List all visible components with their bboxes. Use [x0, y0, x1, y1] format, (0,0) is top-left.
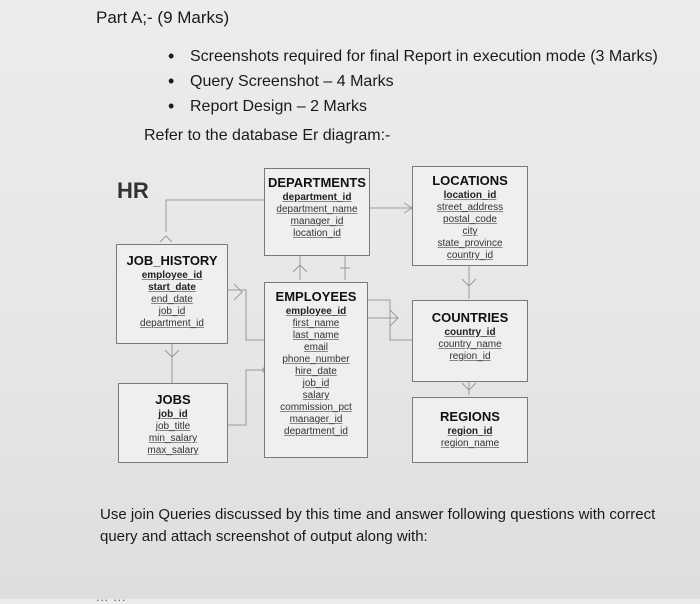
entity-jobs [118, 383, 228, 463]
page-heading: Part A;- (9 Marks) [96, 8, 230, 27]
entity-attribute: end_date [151, 294, 193, 305]
entity-attribute: location_id [443, 190, 497, 201]
entity-attribute: manager_id [290, 216, 344, 227]
entity-departments [264, 168, 370, 256]
entity-attribute: salary [302, 390, 330, 401]
entity-attribute: first_name [292, 318, 340, 329]
entity-title: LOCATIONS [432, 173, 508, 188]
entity-attribute: postal_code [443, 214, 497, 225]
entity-attribute: region_id [447, 426, 493, 437]
entity-attribute: country_id [444, 327, 496, 338]
entity-title: DEPARTMENTS [268, 175, 366, 190]
crows-foot-icon [234, 284, 242, 300]
list-item: • Screenshots required for final Report in execution mode (3 Marks) [168, 44, 658, 69]
cutoff-text: ... ... [96, 590, 127, 604]
entity-attribute: email [304, 342, 328, 353]
entity-attribute: job_id [302, 378, 330, 389]
entity-attribute: employee_id [141, 270, 203, 281]
entity-title: REGIONS [440, 409, 500, 424]
entity-attribute: job_id [158, 409, 188, 420]
connector-line [368, 300, 412, 340]
entity-attribute: region_name [440, 438, 500, 449]
entity-attribute: manager_id [289, 414, 343, 425]
entity-countries [412, 300, 528, 382]
entity-attribute: last_name [292, 330, 340, 341]
entity-attribute: region_id [449, 351, 491, 362]
connector-line [166, 200, 264, 203]
connector-line [228, 290, 264, 340]
refer-text: Refer to the database Er diagram:- [144, 127, 391, 144]
entity-employees [264, 282, 368, 458]
entity-attribute: department_name [276, 204, 358, 215]
entity-attribute: start_date [148, 282, 196, 293]
entity-attribute: location_id [293, 228, 341, 239]
entity-attribute: employee_id [285, 306, 347, 317]
entity-attribute: country_name [438, 339, 502, 350]
entity-attribute: phone_number [282, 354, 350, 365]
connector-line [228, 370, 264, 425]
entity-attribute: commission_pct [280, 402, 352, 413]
schema-label: HR [117, 178, 149, 203]
entity-job-history [116, 244, 228, 344]
list-item: • Report Design – 2 Marks [168, 94, 658, 119]
entity-title: JOB_HISTORY [126, 253, 218, 268]
entity-attribute: hire_date [295, 366, 337, 377]
entity-attribute: department_id [284, 426, 348, 437]
entity-attribute: state_province [437, 238, 503, 249]
crows-foot-icon [160, 236, 172, 242]
entity-title: EMPLOYEES [275, 289, 357, 304]
entity-title: COUNTRIES [431, 310, 509, 325]
entity-regions [412, 397, 528, 463]
entity-attribute: job_id [158, 306, 186, 317]
entity-attribute: max_salary [147, 445, 199, 456]
entity-attribute: street_address [436, 202, 504, 213]
entity-locations [412, 166, 528, 266]
entity-attribute: min_salary [148, 433, 198, 444]
entity-title: JOBS [155, 392, 191, 407]
entity-attribute: department_id [282, 192, 352, 203]
instruction-text: Use join Queries discussed by this time and answer following questions with correct query and attach screenshot of output along with: [100, 506, 656, 545]
entity-attribute: department_id [140, 318, 204, 329]
entity-attribute: country_id [446, 250, 494, 261]
entity-attribute: job_title [155, 421, 191, 432]
entity-attribute: city [462, 226, 478, 237]
list-item: • Query Screenshot – 4 Marks [168, 69, 658, 94]
